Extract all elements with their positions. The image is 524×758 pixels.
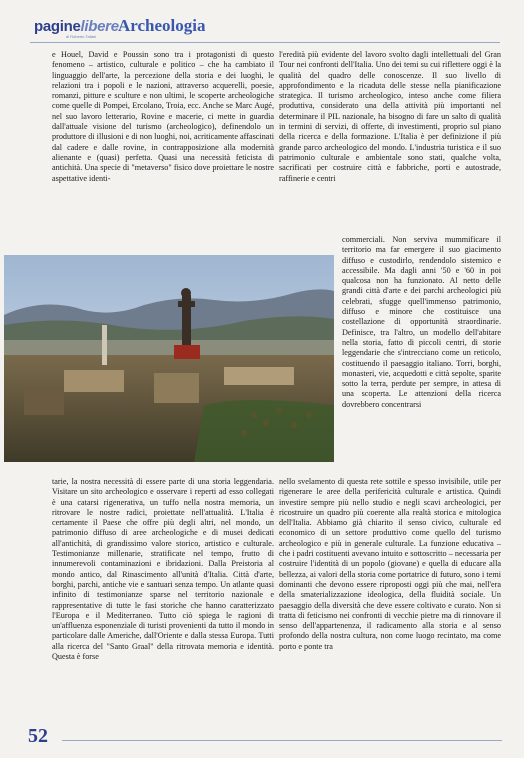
paragraph: e Houel, David e Poussin sono tra i protagonisti di questo fenomeno – artistico, culturale e politico – che ha cambiato il linguaggio dell'arte, la percezione della storia e dei luoghi, le relazioni tra i popoli e le nazioni, attraverso acquerelli, poesie, romanzi, pitture e sculture e non ultimi, le scoperte archeologiche come quelle di Pompei, Ercolano, Troia, ecc. Anche se Marc Augé, nel suo lavoro letterario, Rovine e macerie, ci mette in guardia dall'attuale visione del turismo (archeologico), definendolo un produttore di illusioni e di non luoghi, noi, acriticamente affascinati dal cadere e dalle rovine, in contrapposizione alla modernità alienante e (quasi) perfetta. Quasi una necessità feticista di antichità. Una specie di "metaverso" fisico dove proiettare le nostre aspettative identi- [52, 50, 274, 183]
magazine-logo: paginelibere [34, 18, 119, 35]
right-column-bottom [279, 477, 501, 737]
page-number: 52 [28, 725, 48, 747]
header-divider [30, 42, 500, 43]
pompeii-photo [4, 255, 334, 462]
paragraph: nello svelamento di questa rete sottile e spesso invisibile, utile per rigenerare le aree della perifericità culturale e artistica. Quindi investire sempre più nello studio e negli scavi archeologici, per ricostruire un quadro più coerente alla realtà storica e mitologica dell'Italia. Abbiamo già chiarito il senso civico, culturale ed economico di un settore produttivo come quello del turismo archeologico e più in generale culturale. La funzione educativa – che i padri costituenti avevano intuito e sottoscritto – necessaria per costruire l'identità di un popolo (giovane) e quella di educare alla bellezza, ai valori della storia come portatrice di futuro, sono i temi dominanti che devono essere riproposti oggi più che mai, nell'era della smaterializzazione ideologica, della fluidità sociale. Un paesaggio della diversità che deve essere coltivato e curato. Non si tratta di feticismo nei confronti di vecchie pietre ma di rinnovare il senso dell'appartenenza, il radicamento alla storia e al senso profondo della nostra cultura, non come luogo recintato, ma come porto e ponte tra [279, 477, 501, 651]
paragraph: tarie, la nostra necessità di essere parte di una storia leggendaria. Visitare un sito archeologico e osservare i reperti ad esso collegati è una catarsi rigenerativa, un tuffo nella nostra memoria, un ritrovare le nostre radici, proiettate nell'attualità. L'Italia è certamente il Paese che offre più degli altri, nel mondo, un patrimonio diffuso di aree archeologiche e di musei dedicati all'antichità, di grandissimo valore storico, artistico e culturale. Testimonianze millenarie, stratificate nel tempo, frutto di innumerevoli contaminazioni e ibridazioni. Dalla Preistoria al mondo antico, dal Rinascimento all'unità d'Italia. Città d'arte, borghi, parchi, antiche vie e santuari senza tempo. Un atlante quasi infinito di testimonianze sparse nel territorio nazionale e rappresentative di tutte le fasi storiche che hanno caratterizzato l'Europa e il Mediterraneo. Tutto ciò spiega le ragioni di un'affluenza esponenziale di turisti provenienti da tutto il mondo in particolare dalle Americhe, dall'Oriente e dalla stessa Europa. Tutti alla ricerca del "Santo Graal" della ritrovata memoria e identità. Questa è forse [52, 477, 274, 662]
right-column-narrow [342, 235, 501, 480]
logo-subtitle: di Roberto Tafani [66, 34, 97, 39]
pompeii-ruins-image [4, 255, 334, 462]
paragraph: l'eredità più evidente del lavoro svolto dagli intellettuali del Gran Tour nei confronti dell'Italia. Uno dei temi su cui riflettere oggi è la qualità del quadro delle conoscenze. Il suo livello di approfondimento e la ricaduta delle stesse nella pianificazione strategica. Il turismo archeologico, inteso anche come filiera produttiva, considerato una della attività più importanti nel determinare il PIL nazionale, ha bisogno di fare un salto di qualità in termini di servizi, di offerte, di investimenti, proprio sul piano della ricerca e della formazione. L'Italia è per definizione il più grande parco archeologico del mondo. L'industria turistica e il suo patrimonio culturale e ambientale sono stati, qualche volta, sacrificati per costruire città e fabbriche, porti e autostrade, raffinerie e centri [279, 50, 501, 183]
footer-divider [62, 740, 502, 741]
left-column-top [52, 50, 274, 256]
section-title: Archeologia [118, 16, 206, 35]
left-column-bottom [52, 477, 274, 722]
paragraph: commerciali. Non serviva mummificare il territorio ma far emergere il suo giacimento diffuso e custodirlo, rendendolo sistemico e accessibile. Ma dagli anni '50 e '60 in poi qualcosa non ha funzionato. Al netto delle grandi città d'arte e dei parchi archeologici più celebrati, sfugge quell'immenso patrimonio, diffuso e minore che costituisce una costellazione di opportunità straordinarie. Definisce, tra l'altro, un modello dell'abitare nella storia, fatto di piccoli centri, di storie leggendarie che s'intrecciano come un reticolo, costituendo il paesaggio italiano. Torri, borghi, monasteri, vie, acquedotti e città sepolte, sparite sotto la terra, perdute per sempre, in attesa di una scoperta. Le attenzioni della ricerca dovrebbero concentrarsi [342, 235, 501, 409]
right-column-top [279, 50, 501, 236]
